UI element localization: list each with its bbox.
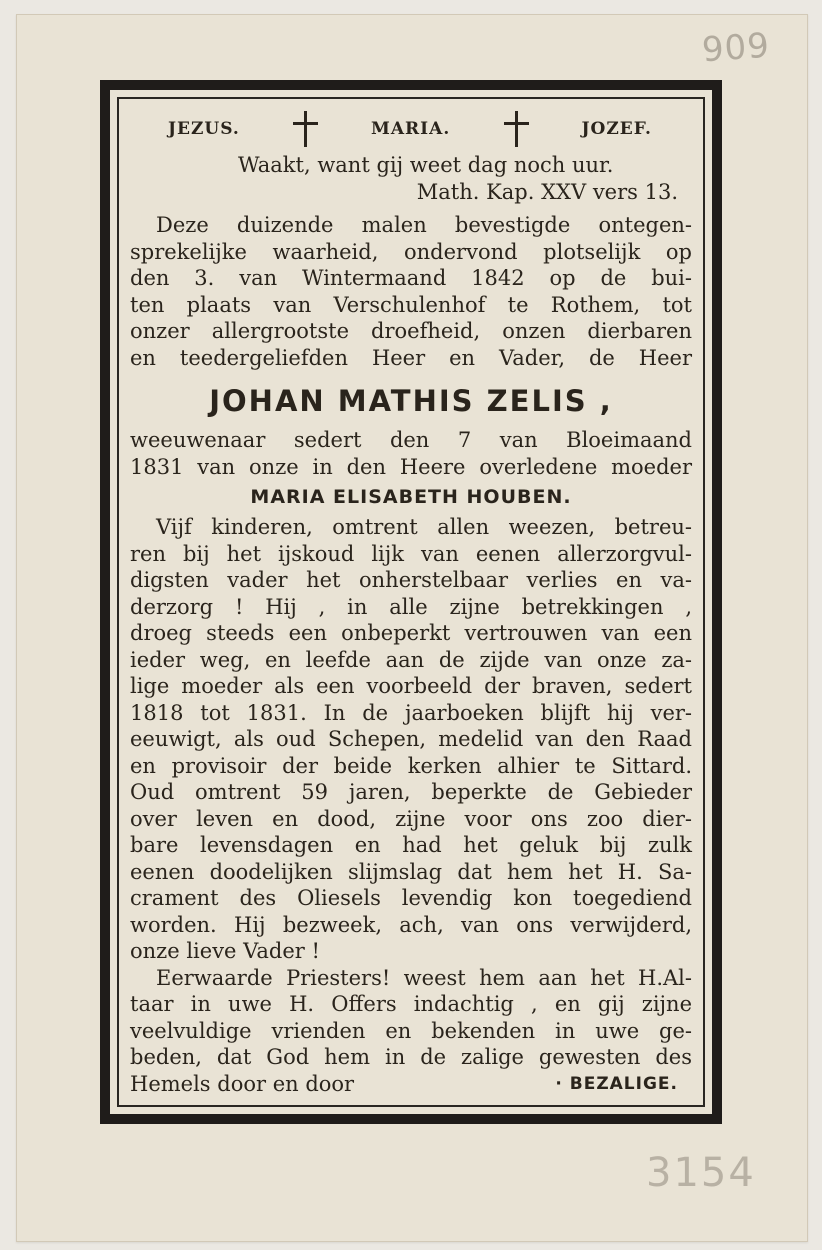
text-line: worden. Hij bezweek, ach, van ons verwijderd, [130,912,692,937]
text-line: en provisoir der beide kerken alhier te Sittard. [130,753,692,778]
bible-quote: Waakt, want gij weet dag noch uur. [238,153,614,177]
text-line: lige moeder als een voorbeeld der braven, sedert [130,674,692,698]
mother-name: MARIA ELISABETH HOUBEN. [250,486,572,508]
text-line: crament des Oliesels levendig kon toegediend [130,886,692,910]
header-maria: MARIA. [371,119,451,139]
paragraph-widower [130,427,692,480]
text-line: beden, dat God hem in de zalige gewesten des [130,1045,692,1069]
cross-icon [293,111,317,147]
bible-reference: Math. Kap. XXV vers 13. [416,180,678,204]
text-line: Deze duizende malen bevestigde ontegen- [156,213,692,237]
text-line: 1831 van onze in den Heere overledene moeder [130,454,692,479]
archive-number-bottom: 3154 [646,1150,756,1196]
text-line: ren bij het ijskoud lijk van eenen allerzorgvul- [130,541,692,566]
text-line: eeuwigt, als oud Schepen, medelid van den Raad [130,727,692,751]
header-jezus: JEZUS. [168,119,240,139]
paragraph-prayer-request [130,965,692,1071]
text-line: ieder weg, en leefde aan de zijde van onze za- [130,647,692,672]
archive-number-top: 909 [700,25,772,71]
closing-text: Hemels door en door [130,1071,355,1096]
text-line: derzorg ! Hij , in alle zijne betrekkingen , [130,594,692,619]
text-line: bare levensdagen en had het geluk bij zulk [130,833,692,857]
closing-line [130,1071,692,1098]
text-line: weeuwenaar sedert den 7 van Bloeimaand [130,428,692,452]
text-line: veelvuldige vrienden en bekenden in uwe ge- [130,1018,692,1043]
text-line: over leven en dood, zijne voor ons zoo dier- [130,806,692,831]
cross-icon [504,111,528,147]
paragraph-eulogy [130,514,692,965]
text-line: onzer allergrootste droefheid, onzen dierbaren [130,319,692,343]
text-line: ten plaats van Verschulenhof te Rothem, tot [130,292,692,317]
text-line: Oud omtrent 59 jaren, beperkte de Gebieder [130,780,692,804]
deceased-name: JOHAN MATHIS ZELIS , [209,384,613,418]
text-line: Vijf kinderen, omtrent allen weezen, betreu- [156,515,692,539]
text-line: onze lieve Vader ! [130,939,320,963]
closing-blessing: · BEZALIGE. [555,1073,678,1094]
text-line: den 3. van Wintermaand 1842 op de bui- [130,266,692,290]
text-line: Eerwaarde Priesters! weest hem aan het H.Al- [156,965,692,990]
text-line: sprekelijke waarheid, ondervond plotselijk op [130,239,692,264]
header-jozef: JOZEF. [581,119,652,139]
text-line: taar in uwe H. Offers indachtig , en gij zijne [130,992,692,1016]
text-line: digsten vader het onherstelbaar verlies en va- [130,568,692,592]
text-line: en teedergeliefden Heer en Vader, de Heer [130,345,692,370]
text-line: 1818 tot 1831. In de jaarboeken blijft hij ver- [130,700,692,725]
text-line: eenen doodelijken slijmslag dat hem het H. Sa- [130,859,692,884]
holy-names-header [130,108,692,150]
card-content [130,108,692,1098]
text-line: droeg steeds een onbeperkt vertrouwen van een [130,621,692,645]
paragraph-intro [130,212,692,371]
